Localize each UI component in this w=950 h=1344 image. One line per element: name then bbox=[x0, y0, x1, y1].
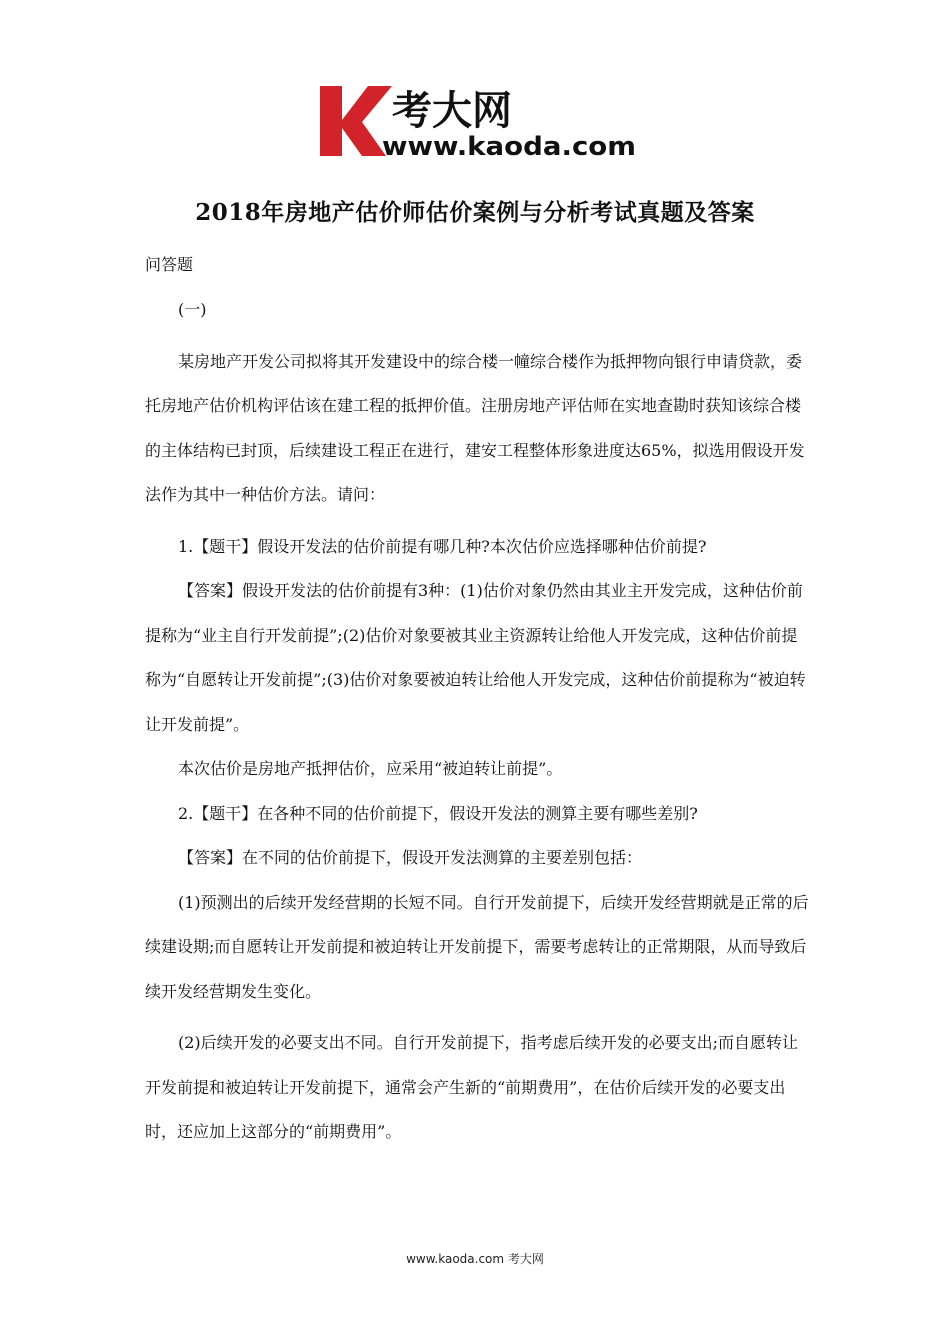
paragraph-question-1: 1.【题干】假设开发法的估价前提有哪几种?本次估价应选择哪种估价前提? bbox=[178, 536, 707, 556]
paragraph-answer-2: 【答案】在不同的估价前提下，假设开发法测算的主要差别包括： bbox=[178, 848, 643, 867]
document-title: 2018年房地产估价师估价案例与分析考试真题及答案 bbox=[195, 199, 755, 226]
page-footer: www.kaoda.com 考大网 bbox=[406, 1252, 544, 1266]
logo-chinese-text: 考大网 bbox=[392, 88, 512, 134]
section-label: 问答题 bbox=[145, 255, 194, 274]
paragraph-answer-2-point-1: (1)预测出的后续开发经营期的长短不同。自行开发前提下，后续开发经营期就是正常的后续建设期;而自愿转让开发前提和被迫转让开发前提下，需要考虑转让的正常期限，从而导致后续开发经营期发生变化。 bbox=[145, 892, 809, 1001]
logo-url-text: www.kaoda.com bbox=[382, 132, 636, 160]
paragraph-answer-2-point-2: (2)后续开发的必要支出不同。自行开发前提下，指考虑后续开发的必要支出;而自愿转让开发前提和被迫转让开发前提下，通常会产生新的“前期费用”，在估价后续开发的必要支出时，还应加上这部分的“前期费用”。 bbox=[145, 1033, 799, 1141]
kaoda-logo bbox=[318, 80, 640, 160]
paragraph-answer-1-conclusion: 本次估价是房地产抵押估价，应采用“被迫转让前提”。 bbox=[178, 759, 563, 778]
paragraph-section-number: (一) bbox=[178, 300, 207, 319]
paragraph-answer-1: 【答案】假设开发法的估价前提有3种：(1)估价对象仍然由其业主开发完成，这种估价前提称为“业主自行开发前提”;(2)估价对象要被其业主资源转让给他人开发完成，这种估价前提称为“自愿转让开发前提”;(3)估价对象要被迫转让给他人开发完成，这种估价前提称为“被迫转让开发前提”。 bbox=[145, 581, 806, 734]
kaoda-logo-graphic bbox=[318, 80, 640, 160]
paragraph-case-description: 某房地产开发公司拟将其开发建设中的综合楼一幢综合楼作为抵押物向银行申请贷款，委托房地产估价机构评估该在建工程的抵押价值。注册房地产评估师在实地查勘时获知该综合楼的主体结构已封顶，后续建设工程正在进行，建安工程整体形象进度达65%，拟选用假设开发法作为其中一种估价方法。请问： bbox=[145, 351, 805, 504]
paragraph-question-2: 2.【题干】在各种不同的估价前提下，假设开发法的测算主要有哪些差别? bbox=[178, 803, 698, 823]
document-body bbox=[145, 288, 810, 1155]
